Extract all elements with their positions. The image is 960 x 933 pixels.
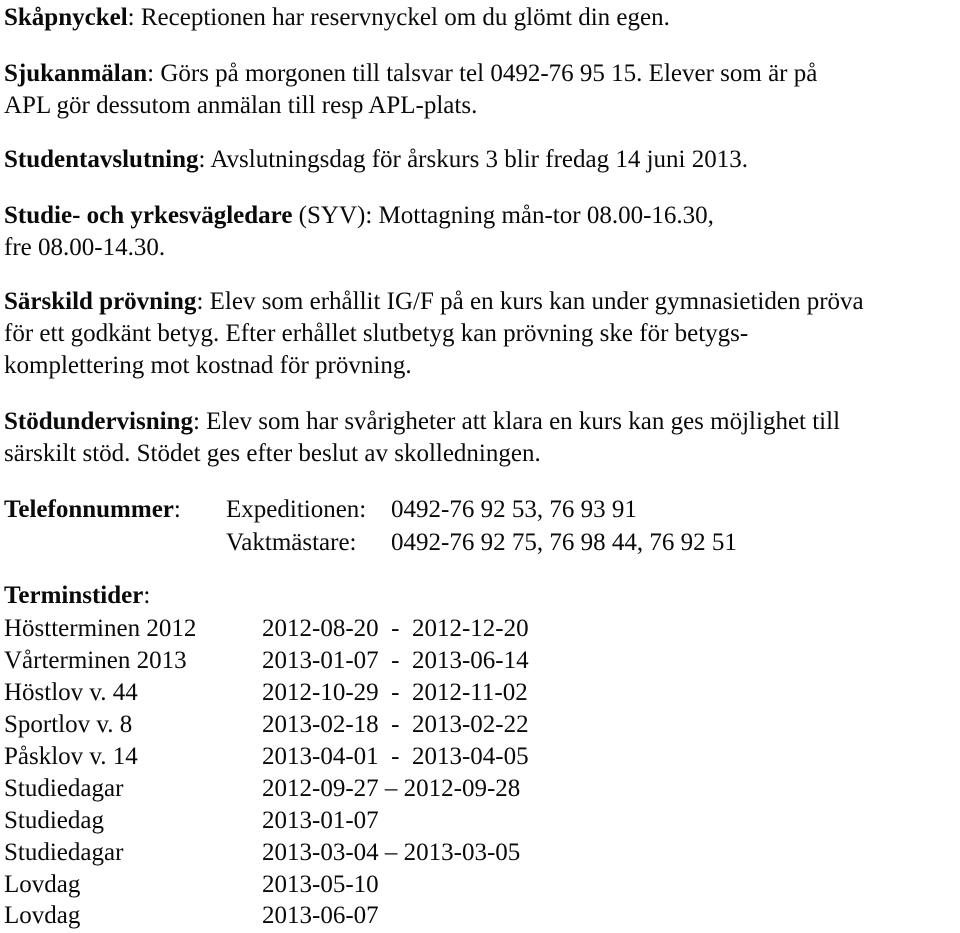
paragraph-text: särskilt stöd. Stödet ges efter beslut av skolledningen.	[4, 440, 541, 467]
paragraph-skapnyckel	[4, 2, 670, 34]
term-label: Studentavslutning	[4, 146, 199, 173]
paragraph-sarskild-provning	[4, 286, 864, 382]
schedule-dates: 2013-02-18 - 2013-02-22	[262, 711, 529, 738]
schedule-name: Sportlov v. 8	[4, 711, 133, 738]
schedule-dates: 2013-06-07	[262, 902, 379, 929]
phone-number: 0492-76 92 53, 76 93 91	[391, 496, 637, 523]
paragraph-stodundervisning	[4, 406, 840, 470]
paragraph-text: för ett godkänt betyg. Efter erhållet slutbetyg kan prövning ske för betygs-	[4, 320, 749, 347]
schedule-dates: 2012-09-27 – 2012-09-28	[262, 775, 521, 802]
paragraph-text: : Avslutningsdag för årskurs 3 blir fredag 14 juni 2013.	[198, 146, 748, 173]
paragraph-sjukanmalan	[4, 58, 817, 122]
term-suffix: :	[173, 496, 181, 523]
schedule-name: Studiedagar	[4, 775, 124, 802]
term-label: Terminstider	[4, 582, 144, 609]
paragraph-syv	[4, 200, 714, 264]
paragraph-text: (SYV): Mottagning mån-tor 08.00-16.30,	[292, 202, 714, 229]
term-label: Telefonnummer	[4, 496, 174, 523]
term-label: Särskild prövning	[4, 288, 197, 315]
schedule-dates: 2013-03-04 – 2013-03-05	[262, 839, 521, 866]
paragraph-text: : Elev som erhållit IG/F på en kurs kan under gymnasietiden pröva	[196, 288, 864, 315]
term-suffix: :	[143, 582, 151, 609]
schedule-name: Vårterminen 2013	[4, 647, 187, 674]
schedule-dates: 2013-01-07 - 2013-06-14	[262, 647, 529, 674]
schedule-name: Höstterminen 2012	[4, 615, 197, 642]
schedule-heading	[4, 580, 150, 612]
schedule-name: Studiedag	[4, 807, 104, 834]
paragraph-text: : Görs på morgonen till talsvar tel 0492-76 95 15. Elever som är på	[147, 60, 818, 87]
phone-label: Vaktmästare:	[226, 529, 357, 556]
schedule-name: Höstlov v. 44	[4, 679, 138, 706]
term-label: Sjukanmälan	[4, 60, 148, 87]
term-label: Stödundervisning	[4, 408, 193, 435]
paragraph-studentavslutning	[4, 144, 748, 176]
schedule-name: Lovdag	[4, 871, 81, 898]
schedule-dates: 2012-10-29 - 2012-11-02	[262, 679, 528, 706]
schedule-dates: 2013-04-01 - 2013-04-05	[262, 743, 529, 770]
term-label: Skåpnyckel	[4, 4, 128, 31]
paragraph-text: APL gör dessutom anmälan till resp APL-plats.	[4, 92, 478, 119]
phone-row	[4, 494, 637, 526]
paragraph-text: fre 08.00-14.30.	[4, 234, 166, 261]
schedule-dates: 2012-08-20 - 2012-12-20	[262, 615, 529, 642]
term-label: Studie- och yrkesvägledare	[4, 202, 293, 229]
paragraph-text: : Receptionen har reservnyckel om du glömt din egen.	[127, 4, 670, 31]
schedule-dates: 2013-01-07	[262, 807, 379, 834]
schedule-name: Studiedagar	[4, 839, 124, 866]
phone-label: Expeditionen:	[226, 496, 367, 523]
schedule-name: Lovdag	[4, 902, 81, 929]
paragraph-text: komplettering mot kostnad för prövning.	[4, 352, 412, 379]
paragraph-text: : Elev som har svårigheter att klara en kurs kan ges möjlighet till	[192, 408, 841, 435]
schedule-name: Påsklov v. 14	[4, 743, 138, 770]
schedule-dates: 2013-05-10	[262, 871, 379, 898]
phone-number: 0492-76 92 75, 76 98 44, 76 92 51	[391, 529, 737, 556]
